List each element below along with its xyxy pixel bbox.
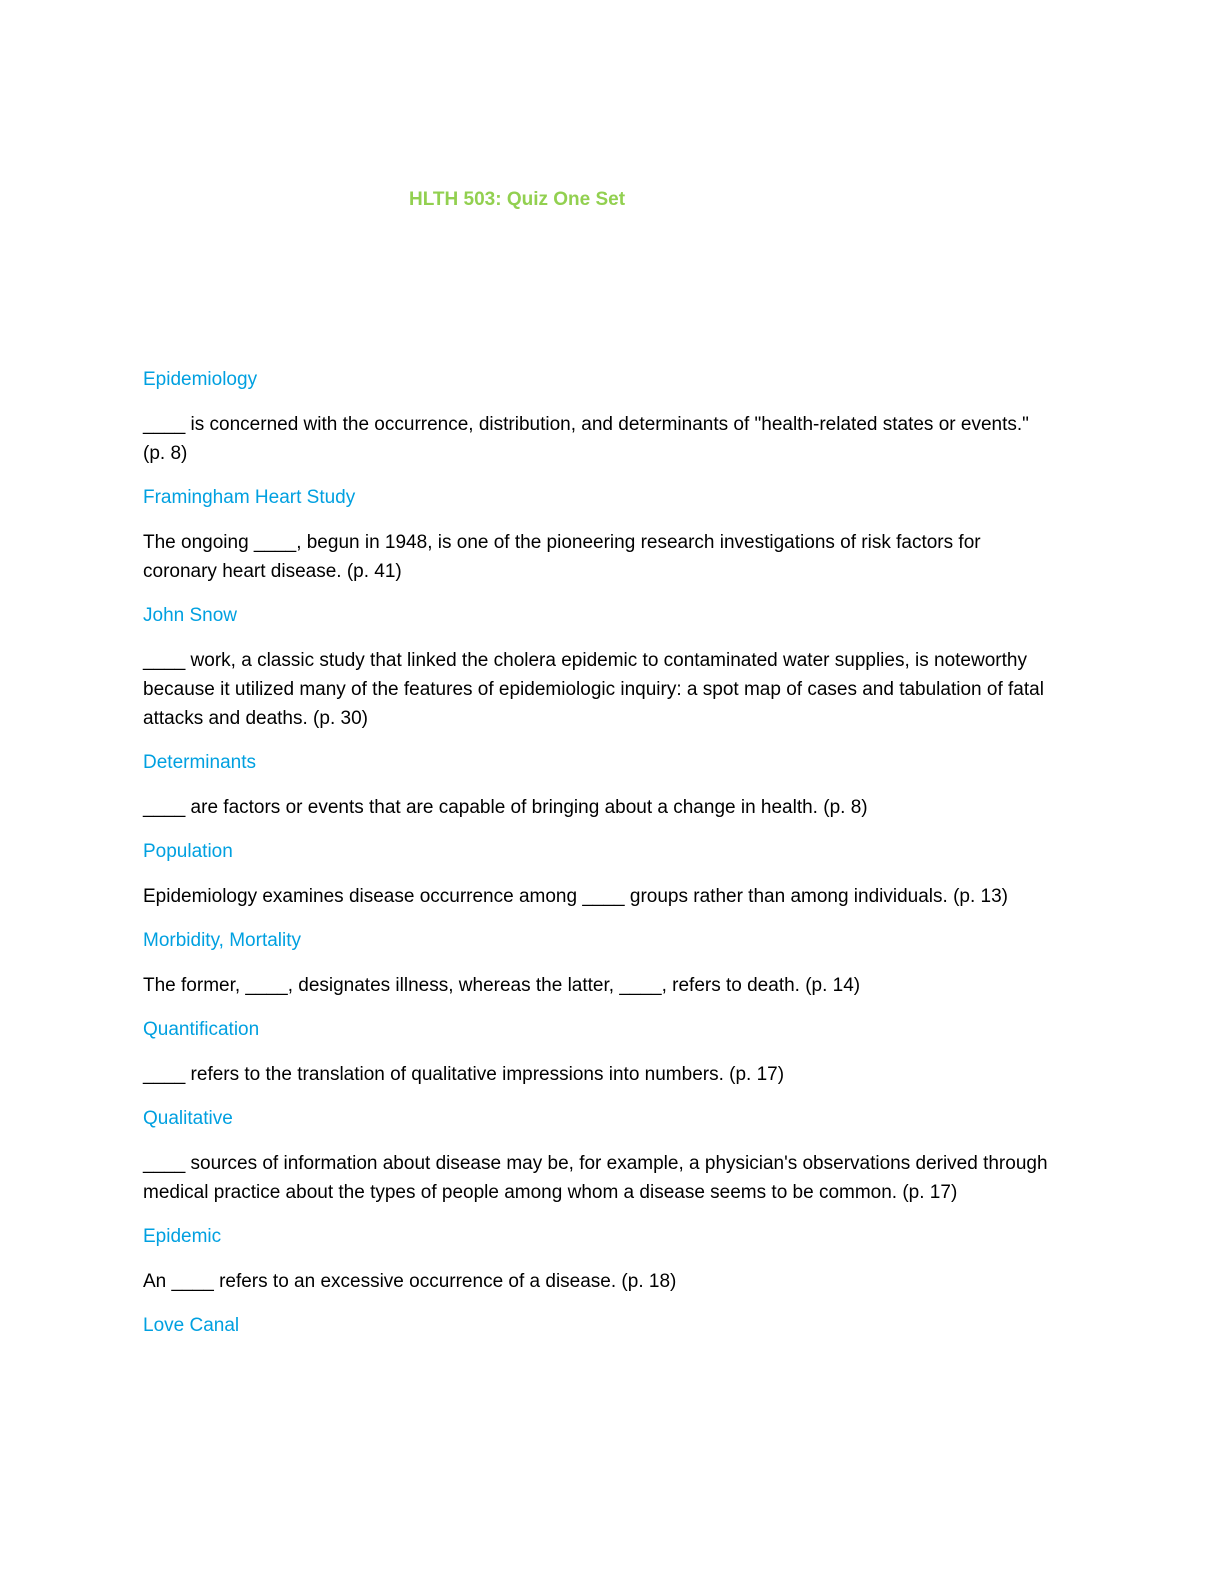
flashcard-term: Quantification	[143, 1019, 260, 1040]
flashcard	[143, 366, 1053, 468]
flashcard-definition: Epidemiology examines disease occurrence among ____ groups rather than among individuals. (p. 13)	[143, 886, 1009, 907]
flashcard-term: Qualitative	[143, 1108, 233, 1129]
flashcard	[143, 484, 1053, 586]
flashcard-term: Love Canal	[143, 1315, 240, 1336]
flashcard-term: Population	[143, 841, 233, 862]
flashcard-term: Epidemic	[143, 1226, 222, 1247]
flashcard-definition: ____ work, a classic study that linked the cholera epidemic to contaminated water supplies, is noteworthy because it utilized many of the features of epidemiologic inquiry: a spot map of cases and tabulation of fatal attacks and deaths. (p. 30)	[143, 650, 1044, 729]
flashcard	[143, 1016, 1053, 1089]
flashcard-definition: ____ are factors or events that are capable of bringing about a change in health. (p. 8)	[143, 797, 868, 818]
flashcard-term: Determinants	[143, 752, 256, 773]
flashcard-definition: ____ is concerned with the occurrence, distribution, and determinants of "health-related states or events." (p. 8)	[143, 414, 1029, 464]
flashcard	[143, 749, 1053, 822]
flashcard-term: John Snow	[143, 605, 238, 626]
flashcard-list	[143, 366, 1053, 1340]
flashcard	[143, 838, 1053, 911]
flashcard	[143, 1105, 1053, 1207]
flashcard	[143, 602, 1053, 733]
flashcard	[143, 1223, 1053, 1296]
flashcard-definition: The former, ____, designates illness, whereas the latter, ____, refers to death. (p. 14)	[143, 975, 861, 996]
flashcard-term: Framingham Heart Study	[143, 487, 356, 508]
flashcard-term: Epidemiology	[143, 369, 258, 390]
flashcard	[143, 1312, 1053, 1340]
flashcard-definition: The ongoing ____, begun in 1948, is one of the pioneering research investigations of risk factors for coronary heart disease. (p. 41)	[143, 532, 981, 582]
flashcard-definition: ____ refers to the translation of qualitative impressions into numbers. (p. 17)	[143, 1064, 785, 1085]
page-title: HLTH 503: Quiz One Set	[409, 189, 626, 210]
flashcard-definition: ____ sources of information about disease may be, for example, a physician's observations derived through medical practice about the types of people among whom a disease seems to be common. (p. 17)	[143, 1153, 1048, 1203]
flashcard-definition: An ____ refers to an excessive occurrence of a disease. (p. 18)	[143, 1271, 677, 1292]
flashcard-term: Morbidity, Mortality	[143, 930, 302, 951]
flashcard	[143, 927, 1053, 1000]
